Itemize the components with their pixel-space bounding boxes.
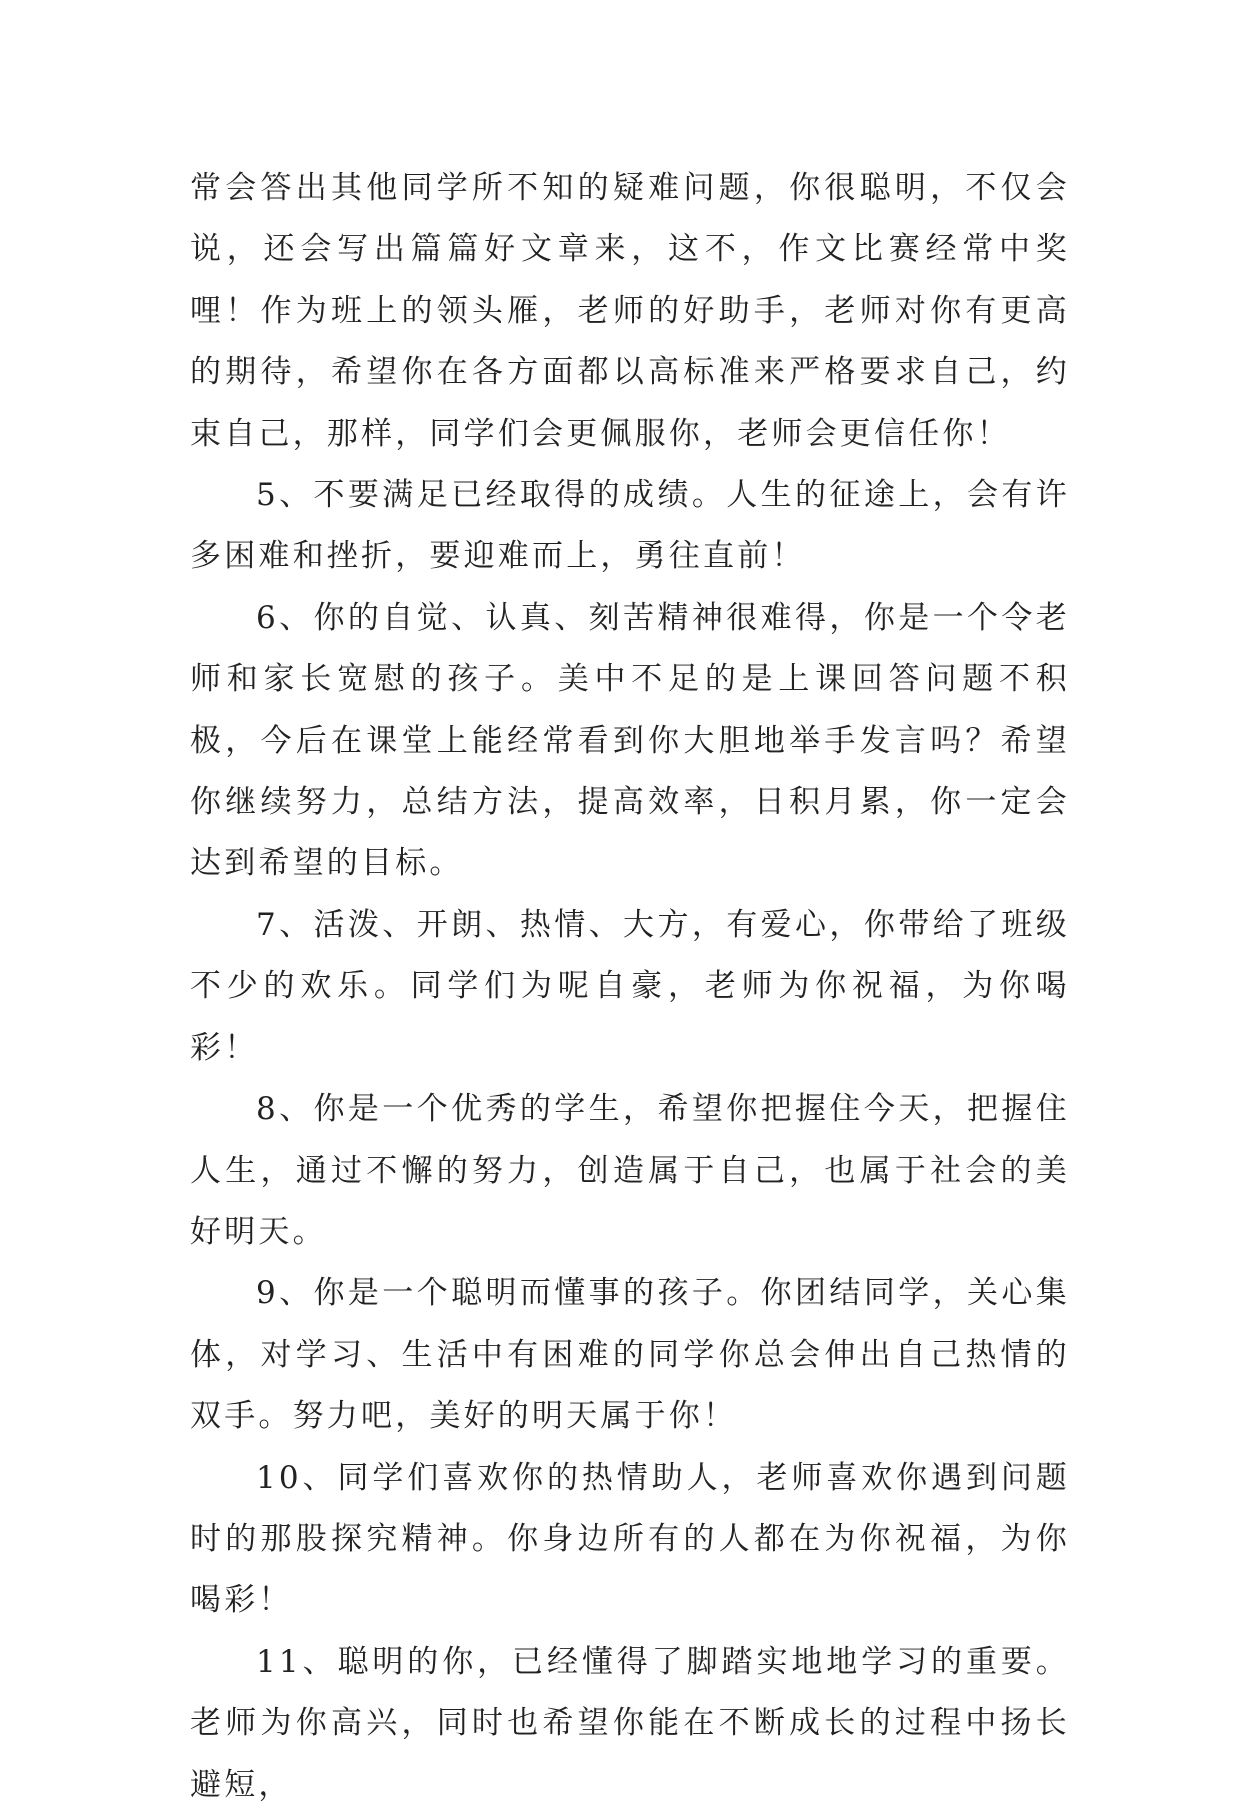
paragraph-item-6: 6、你的自觉、认真、刻苦精神很难得，你是一个令老师和家长宽慰的孩子。美中不足的是上课回答问题不积极，今后在课堂上能经常看到你大胆地举手发言吗？希望你继续努力，总结方法，提高效率，日积月累，你一定会达到希望的目标。 — [190, 599, 1070, 882]
paragraph-item-5: 5、不要满足已经取得的成绩。人生的征途上，会有许多困难和挫折，要迎难而上，勇往直前！ — [190, 477, 1070, 575]
paragraph-item-9: 9、你是一个聪明而懂事的孩子。你团结同学，关心集体，对学习、生活中有困难的同学你总会伸出自己热情的双手。努力吧，美好的明天属于你！ — [190, 1275, 1070, 1435]
paragraph-item-7: 7、活泼、开朗、热情、大方，有爱心，你带给了班级不少的欢乐。同学们为呢自豪，老师为你祝福，为你喝彩！ — [190, 906, 1070, 1066]
paragraph-item-11: 11、聪明的你，已经懂得了脚踏实地地学习的重要。老师为你高兴，同时也希望你能在不断成长的过程中扬长避短， — [190, 1643, 1070, 1803]
document-body — [190, 158, 1070, 1816]
paragraph-continuation: 常会答出其他同学所不知的疑难问题，你很聪明，不仅会说，还会写出篇篇好文章来，这不，作文比赛经常中奖哩！作为班上的领头雁，老师的好助手，老师对你有更高的期待，希望你在各方面都以高标准来严格要求自己，约束自己，那样，同学们会更佩服你，老师会更信任你！ — [190, 170, 1070, 452]
paragraph-item-10: 10、同学们喜欢你的热情助人，老师喜欢你遇到问题时的那股探究精神。你身边所有的人都在为你祝福，为你喝彩！ — [190, 1459, 1070, 1619]
paragraph-item-8: 8、你是一个优秀的学生，希望你把握住今天，把握住人生，通过不懈的努力，创造属于自己，也属于社会的美好明天。 — [190, 1091, 1070, 1250]
